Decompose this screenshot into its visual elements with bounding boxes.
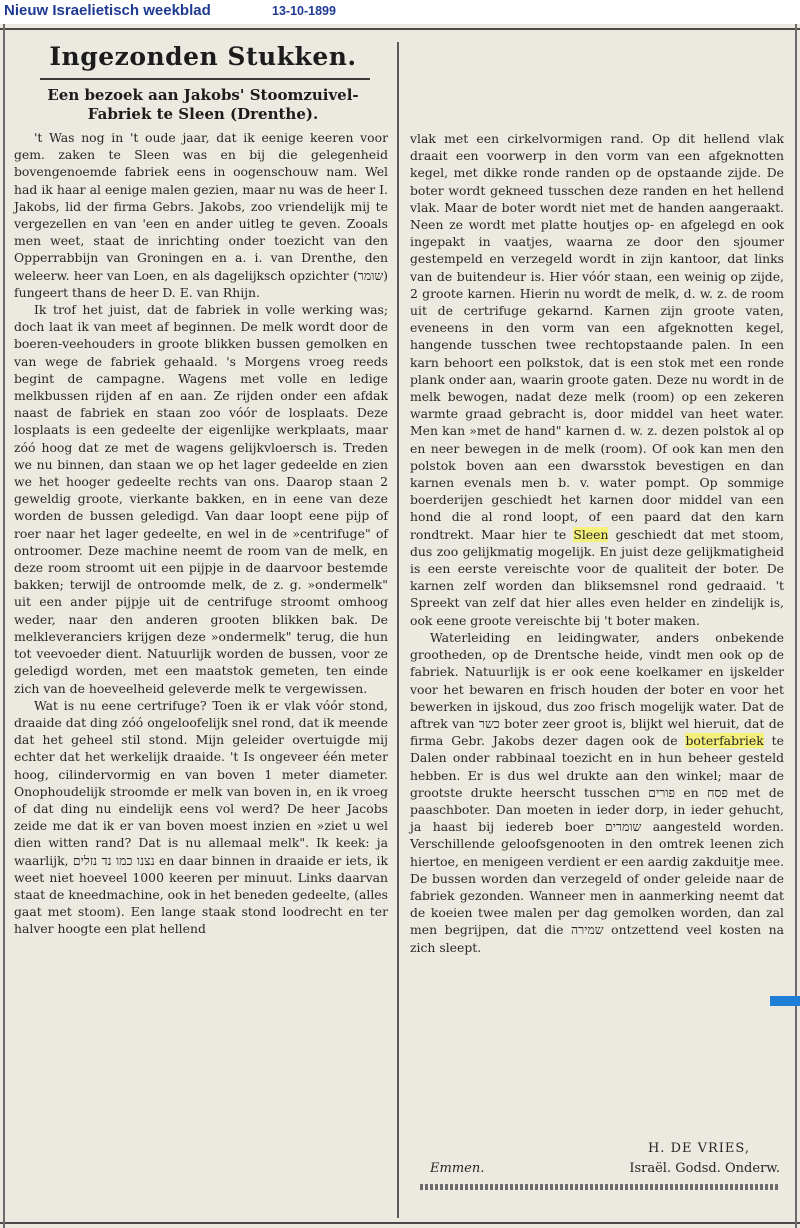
- text-run: geschiedt dat met stoom, dus zoo gelijkmatig mogelijk. En juist deze gelijkmatigheid is een eerste vereischte voor de qualiteit der boter. De karnen zelf worden dan bliksemsnel rond gedraaid. 't Spreekt van zelf dat hier alles even helder en zindelijk is, ook eene groote vereischte bij 't boter maken.: [410, 526, 784, 628]
- paragraph: [410, 629, 784, 956]
- bottom-border: [0, 1222, 800, 1224]
- author-name: H. DE VRIES,: [647, 1141, 750, 1156]
- newspaper-clipping: [0, 24, 800, 1228]
- page-header: [0, 0, 800, 24]
- right-column: [410, 130, 784, 956]
- publication-title: Nieuw Israelietisch weekblad: [4, 2, 211, 19]
- top-border: [0, 28, 800, 30]
- annotation-marker-icon[interactable]: [770, 996, 800, 1006]
- publication-date: 13-10-1899: [272, 4, 336, 18]
- search-highlight: Sleen: [573, 526, 609, 542]
- paragraph: Wat is nu eene certrifuge? Toen ik er vlak vóór stond, draaide dat ding zóó ongeloofelijk snel rond, dat ik meende dat het geheel stil stond. Mijn geleider overtuigde mij echter dat het werkelijk draaide. 't Is ongeveer één meter hoog, cilindervormig en van boven 1 meter diameter. Onophoudelijk stroomde er melk van boven in, en ik vroeg of dat ding nu eindelijk eens vol werd? De heer Jacobs zeide me dat ik er van boven moest inzien en »ziet u wel dien witten rand? Dat is nu allemaal melk". Ik keek: ja waarlijk, נצנו כמו נד נזלים en daar binnen in draaide er iets, ik weet niet hoeveel 1000 keeren per minuut. Links daarvan staat de kneedmachine, ook in het beneden gedeelte, (alles gaat met stoom). Een lange staak stond loodrecht en ter halver hoogte een plat hellend: [14, 697, 389, 937]
- author-title: Israël. Godsd. Onderw.: [629, 1161, 780, 1176]
- text-run: te Dalen onder rabbinaal toezicht en in hun beheer gesteld hebben. Er is dus wel drukte aan den winkel; maar de grootste drukte heerscht tusschen פורים en פסח met de paaschboter. Dan moeten in ieder dorp, in ieder gehucht, ja haast bij iedereb boer שומרים aangesteld worden. Verschillende geloofsgenooten in den omtrek leenen zich hiertoe, en menigeen verdient er een aardig zakduitje mee. De bussen worden dan verzegeld of onder geleide naar de fabriek gezonden. Wanneer men in aanmerking neemt dat de koeien twee malen per dag gemolken worden, dan zal men begrijpen, dat die שמירה ontzettend veel kosten na zich sleept.: [410, 733, 785, 955]
- left-column: [14, 129, 388, 938]
- text-run: Waterleiding en leidingwater, anders onbekende grootheden, op de Drentsche heide, vindt men ook op de fabriek. Natuurlijk is er ook eene koelkamer en ijskelder voor het bewaren en frisch houden der boter en voor het bewerken in ijskoud, dus zoo frisch mogelijk water. Dat de aftrek van כשר boter zeer groot is, blijkt wel hieruit, dat de firma Gebr. Jakobs dezer dagen ook de: [410, 629, 784, 749]
- search-highlight: boterfabriek: [685, 733, 764, 749]
- right-border: [795, 24, 797, 1228]
- title-divider: [40, 78, 370, 80]
- paragraph: Ik trof het juist, dat de fabriek in volle werking was; doch laat ik van meet af beginnen. De melk wordt door de boeren-veehouders in groote blikken bussen gemolken en van wege de fabriek gehaald. 's Morgens vroeg reeds begint de campagne. Wagens met volle en ledige melkbussen rijden af en aan. Ze rijden onder een afdak naast de fabriek en staan zoo vóór de losplaats. Deze losplaats is een gedeelte der eigenlijke werkplaats, maar zóó hoog dat ze met de wagens gelijkvloersch is. Treden we nu binnen, dan staan we op het lager gedeelde en zien we het hooger gedeelte rechts van ons. Daarop staan 2 geweldig groote, vierkante bakken, en in eene van deze worden de bussen geledigd. Van daar loopt eene pijp of roer naar het lager gedeelte, en wel in de »centrifuge" of ontroomer. Deze machine neemt de room van de melk, en deze room stroomt uit een pijpje in de daarvoor bestemde bakken; terwijl de ontroomde melk, de z. g. »ondermelk" uit een ander pijpje uit de centrifuge stroomt omhoog weder, naar den anderen grooten blikken bak. De melkleveranciers krijgen deze »ondermelk" terug, die hun tot veevoeder dient. Natuurlijk worden de bussen, voor ze geledigd worden, met een maatstok gemeten, ten einde zich van de hoeveelheid geleverde melk te vergewissen.: [14, 302, 388, 696]
- section-title: Ingezonden Stukken.: [49, 42, 357, 71]
- author-place: Emmen.: [430, 1161, 485, 1176]
- end-rule: [420, 1184, 780, 1190]
- column-divider: [397, 42, 399, 1218]
- paragraph: [410, 130, 784, 629]
- signature-block: [430, 1140, 780, 1176]
- text-run: vlak met een cirkelvormigen rand. Op dit hellend vlak draait een voorwerp in den vorm van een afgeknotten kegel, met dikke ronde randen op de opstaande zijde. De boter wordt gekneed tusschen deze randen en het hellend vlak. Maar de boter wordt niet met de handen aangeraakt. Neen ze wordt met platte houtjes op- en afgelegd en ook ingepakt in vaatjes, waarna ze door den sjoumer gestempeld en verzegeld wordt in zijn kantoor, dat links van de buitendeur is. Hier vóór staan, een weinig op zijde, 2 groote karnen. Hierin nu wordt de melk, d. w. z. de room uit de certrifuge gekarnd. Karnen zijn groote vaten, eveneens in den vorm van een afgeknotten kegel, hangende tusschen twee rechtopstaande palen. In een karn behoort een polkstok, dat is een stok met een ronde plank onder aan, waarin groote gaten. Deze nu wordt in de melk bewogen, nadat deze melk (room) op een zekeren warmte graad gebracht is, door middel van heet water. Men kan »met de hand" karnen d. w. z. dezen polstok al op en neer bewegen in de melk (room). Of ook kan men den polstok boven aan een dwarsstok bevestigen en dan karnen evenals men b. v. water pompt. Op sommige boerderijen geschiedt het karnen door middel van een hond die al rond loopt, of een paard dat den karn rondtrekt. Maar hier te: [410, 131, 784, 542]
- paragraph: 't Was nog in 't oude jaar, dat ik eenige keeren voor gem. zaken te Sleen was en bij die gelegenheid bovengenoemde fabriek eens in oogenschouw nam. Wel had ik haar al eenige malen gezien, maar nu was de heer I. Jakobs, lid der firma Gebrs. Jakobs, zoo vriendelijk mij te vergezellen en van 'een en ander uitleg te geven. Zooals men weet, staat de inrichting onder toezicht van den Opperrabbijn van Groningen en a. i. van Drenthe, den weleerw. heer van Loen, en als dagelijksch opzichter (שומר) fungeert thans de heer D. E. van Rhijn.: [14, 130, 388, 300]
- left-border: [3, 24, 5, 1228]
- article-title: Een bezoek aan Jakobs' Stoomzuivel-Fabriek te Sleen (Drenthe).: [47, 86, 359, 123]
